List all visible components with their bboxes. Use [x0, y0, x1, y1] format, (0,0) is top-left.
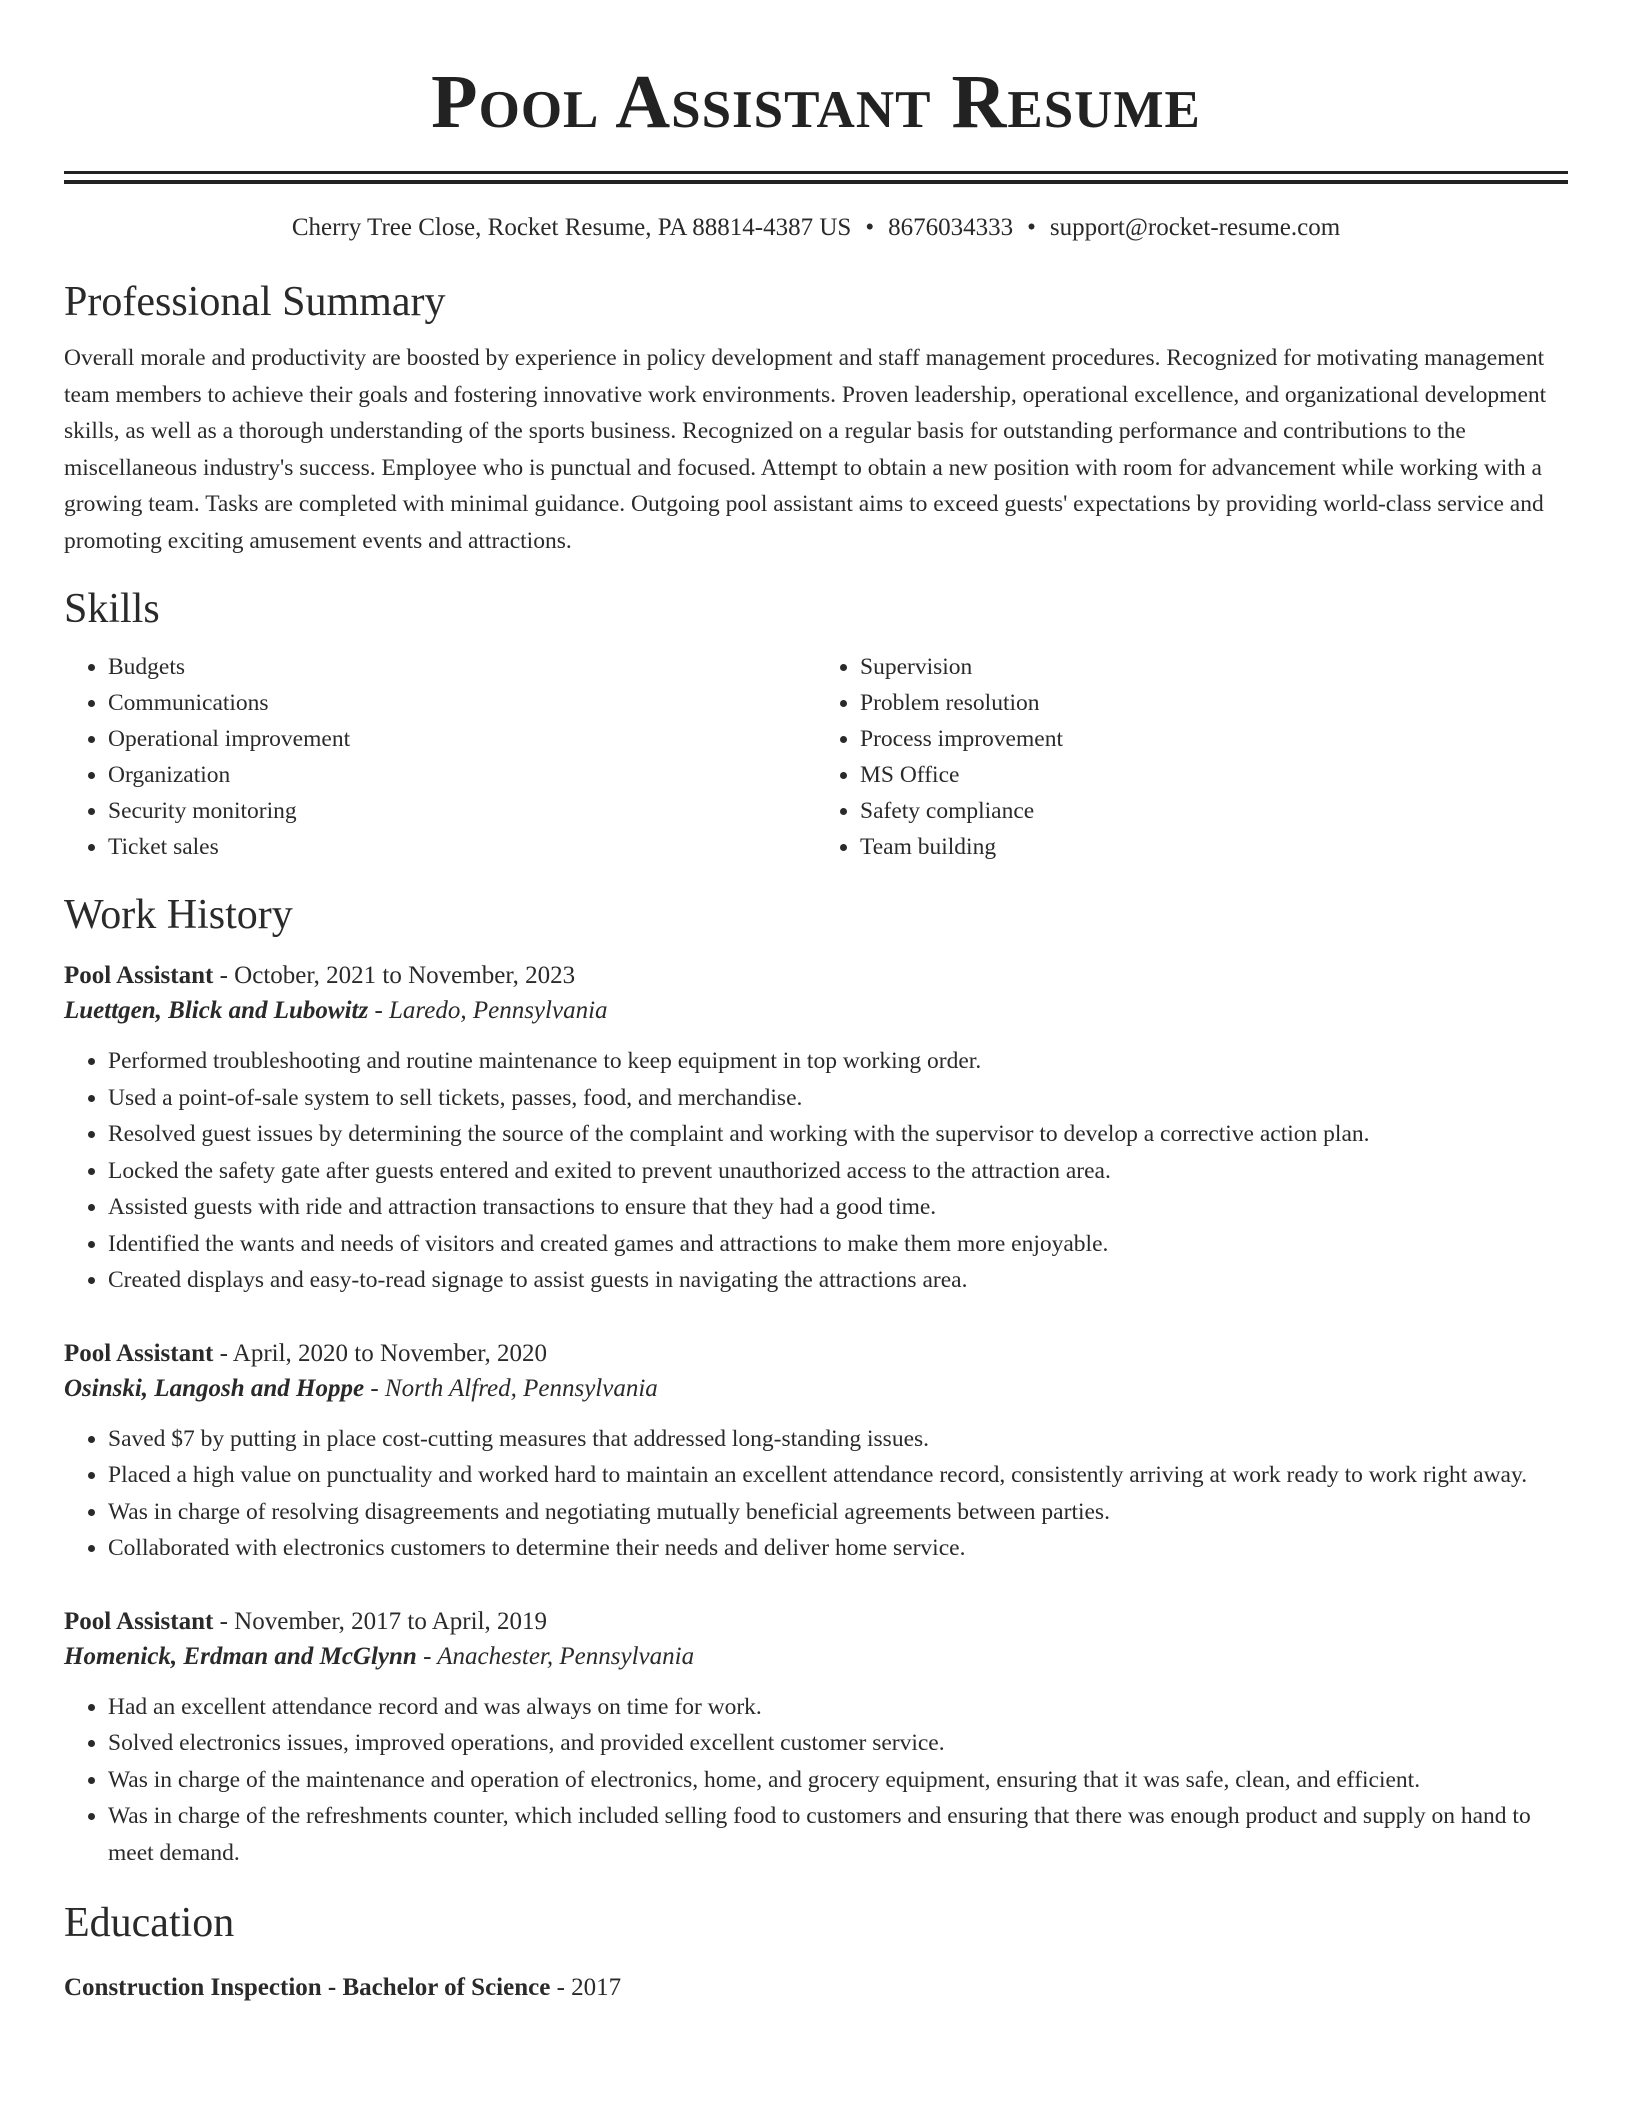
job-dates: - November, 2017 to April, 2019: [213, 1607, 548, 1635]
summary-heading: Professional Summary: [64, 279, 446, 325]
education-heading: Education: [64, 1900, 235, 1946]
job-location: - Laredo, Pennsylvania: [368, 997, 608, 1024]
skills-column-right: [816, 649, 1568, 865]
skill-item: • MS Office: [860, 757, 1568, 793]
contact-address: Cherry Tree Close, Rocket Resume, PA 88814-4387 US: [291, 214, 852, 241]
job-bullet-list: [64, 1689, 1568, 1872]
contact-separator: •: [1027, 214, 1036, 241]
skill-item: • Security monitoring: [108, 793, 816, 829]
job-company-line: [64, 1371, 1568, 1407]
job-role: Pool Assistant: [64, 962, 214, 989]
skill-item: • Supervision: [860, 649, 1568, 685]
skill-item: • Ticket sales: [108, 829, 816, 865]
education-year: - 2017: [550, 1974, 622, 2001]
skill-item: • Organization: [108, 757, 816, 793]
job-bullet: • Solved electronics issues, improved operations, and provided excellent customer service.: [108, 1725, 1568, 1762]
job-title-line: [64, 1605, 1568, 1639]
job-dates: - April, 2020 to November, 2020: [213, 1339, 548, 1367]
skill-item: • Communications: [108, 685, 816, 721]
job-bullet: • Collaborated with electronics customers to determine their needs and deliver home service.: [108, 1530, 1568, 1567]
job-bullet: • Resolved guest issues by determining the source of the complaint and working with the supervisor to develop a corrective action plan.: [108, 1116, 1568, 1153]
skills-heading: Skills: [64, 586, 160, 632]
contact-phone: 8676034333: [888, 214, 1014, 241]
job-bullet: • Identified the wants and needs of visitors and created games and attractions to make them more enjoyable.: [108, 1226, 1568, 1263]
skills-list: [64, 649, 1568, 865]
job-location: - Anachester, Pennsylvania: [416, 1642, 695, 1670]
job-bullet: • Created displays and easy-to-read signage to assist guests in navigating the attractions area.: [108, 1262, 1568, 1299]
job-bullet-list: [64, 1421, 1568, 1567]
job-bullet: • Performed troubleshooting and routine maintenance to keep equipment in top working order.: [108, 1043, 1568, 1080]
job-dates: - October, 2021 to November, 2023: [213, 962, 576, 989]
job-role: Pool Assistant: [64, 1339, 214, 1367]
title-divider: [64, 171, 1568, 174]
job-bullet: • Was in charge of the maintenance and operation of electronics, home, and grocery equipment, ensuring that it was safe, clean, and efficient.: [108, 1762, 1568, 1799]
summary-text: Overall morale and productivity are boosted by experience in policy development and staff management procedures. Recognized for motivating management team members to achieve their goals and fostering innovative work environments. Proven leadership, operational excellence, and organizational development skills, as well as a thorough understanding of the sports business. Recognized on a regular basis for outstanding performance and contributions to the miscellaneous industry's success. Employee who is punctual and focused. Attempt to obtain a new position with room for advancement while working with a growing team. Tasks are completed with minimal guidance. Outgoing pool assistant aims to exceed guests' expectations by providing world-class service and promoting exciting amusement events and attractions.: [64, 345, 1547, 554]
education-degree: Construction Inspection - Bachelor of Science: [64, 1974, 551, 2001]
job-entry: [64, 1337, 1568, 1567]
skill-item: • Process improvement: [860, 721, 1568, 757]
job-entry: [64, 1605, 1568, 1872]
job-bullet: • Assisted guests with ride and attraction transactions to ensure that they had a good time.: [108, 1189, 1568, 1226]
page-title: Pool Assistant Resume: [431, 60, 1201, 144]
job-entry: [64, 959, 1568, 1299]
job-bullet: • Locked the safety gate after guests entered and exited to prevent unauthorized access to the attraction area.: [108, 1153, 1568, 1190]
job-bullet: • Was in charge of resolving disagreements and negotiating mutually beneficial agreements between parties.: [108, 1494, 1568, 1531]
job-bullet: • Was in charge of the refreshments counter, which included selling food to customers and ensuring that there was enough product and supply on hand to meet demand.: [108, 1798, 1568, 1871]
skill-item: • Problem resolution: [860, 685, 1568, 721]
skills-column-left: [64, 649, 816, 865]
job-bullet: • Saved $7 by putting in place cost-cutting measures that addressed long-standing issues.: [108, 1421, 1568, 1458]
contact-separator: •: [865, 214, 875, 241]
education-entry: [64, 1971, 1568, 2005]
job-company: Osinski, Langosh and Hoppe: [64, 1374, 365, 1402]
skill-item: • Operational improvement: [108, 721, 816, 757]
skill-item: • Team building: [860, 829, 1568, 865]
job-location: - North Alfred, Pennsylvania: [364, 1374, 658, 1402]
job-bullet: • Placed a high value on punctuality and worked hard to maintain an excellent attendance record, consistently arriving at work ready to work right away.: [108, 1457, 1568, 1494]
job-company-line: [64, 1639, 1568, 1675]
skill-item: • Safety compliance: [860, 793, 1568, 829]
work-history-heading: Work History: [64, 892, 293, 938]
job-company: Luettgen, Blick and Lubowitz: [64, 997, 369, 1024]
job-company: Homenick, Erdman and McGlynn: [64, 1642, 417, 1670]
job-title-line: [64, 959, 1568, 993]
job-bullet-list: [64, 1043, 1568, 1299]
job-role: Pool Assistant: [64, 1607, 214, 1635]
job-title-line: [64, 1337, 1568, 1371]
contact-line: [64, 212, 1568, 244]
skill-item: • Budgets: [108, 649, 816, 685]
job-company-line: [64, 993, 1568, 1029]
job-bullet: • Had an excellent attendance record and was always on time for work.: [108, 1689, 1568, 1726]
job-bullet: • Used a point-of-sale system to sell tickets, passes, food, and merchandise.: [108, 1080, 1568, 1117]
contact-email[interactable]: support@rocket-resume.com: [1049, 214, 1341, 241]
